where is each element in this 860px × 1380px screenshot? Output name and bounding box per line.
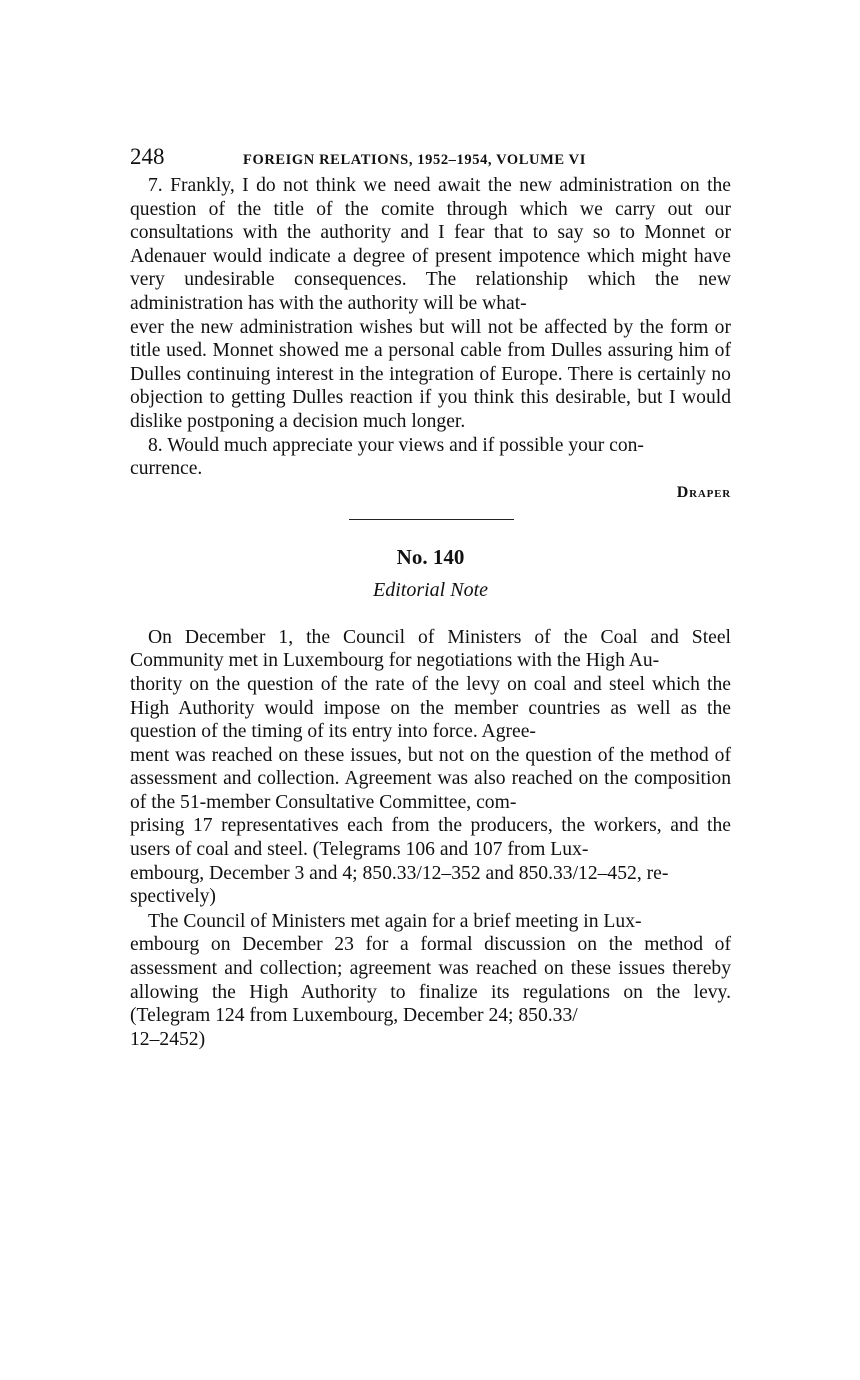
text-line: Europe. There is certainly no objection to getting Dulles reaction if — [130, 363, 731, 409]
editorial-paragraph-2 — [130, 910, 731, 1052]
section-divider — [349, 519, 514, 520]
text-line: much longer. — [362, 410, 466, 432]
text-line: embourg on December 23 for a formal discussion on the method of — [130, 934, 731, 956]
text-line: on the composition of the 51-member Consultative Committee, com- — [130, 768, 732, 813]
paragraph-8 — [130, 434, 731, 481]
text-line: out our consultations with the authority and I fear that to say so to — [130, 198, 731, 244]
text-line: thority on the question of the rate of the levy on coal and steel — [130, 673, 645, 695]
text-line: 8. Would much appreciate your views and if possible your con- — [148, 434, 644, 456]
text-line: assessment and collection; agreement was reached on these issues — [130, 958, 666, 980]
signature-name: Draper — [676, 483, 731, 501]
running-head — [130, 140, 731, 174]
text-line: which the new administration has with the authority will be what- — [130, 269, 731, 314]
signature — [130, 484, 731, 502]
text-line: currence. — [130, 458, 203, 480]
text-line: thereby allowing the High Authority to finalize its regulations on — [130, 958, 731, 1003]
text-line: on the question of the title of the comite through which we carry — [130, 175, 732, 220]
text-line: the levy. (Telegram 124 from Luxembourg, December 24; 850.33/ — [130, 981, 731, 1027]
text-line: which might have very undesirable consequences. The relationship — [130, 245, 731, 291]
paragraph-7 — [130, 174, 731, 434]
document-heading: Editorial Note — [373, 578, 488, 601]
text-line: Monnet or Adenauer would indicate a degree of present impotence — [130, 222, 731, 267]
text-line: On December 1, the Council of Ministers of the Coal and Steel — [148, 626, 731, 648]
text-line: which the High Authority would impose on the member countries — [130, 673, 731, 719]
editorial-paragraph-1 — [130, 626, 731, 909]
document-number: No. 140 — [396, 544, 465, 569]
text-line: The Council of Ministers met again for a brief meeting in Lux- — [148, 910, 642, 932]
text-line: ever the new administration wishes but will not be affected by the — [130, 316, 664, 338]
text-line: assuring him of Dulles continuing interest in the integration of — [130, 340, 731, 385]
text-line: method of assessment and collection. Agreement was also reached — [130, 744, 731, 790]
text-line: prising 17 representatives each from the producers, the workers, — [130, 815, 662, 837]
text-line: you think this desirable, but I would dislike postponing a decision — [130, 387, 731, 432]
text-line: and the users of coal and steel. (Telegrams 106 and 107 from Lux- — [130, 815, 731, 861]
running-title: FOREIGN RELATIONS, 1952–1954, VOLUME VI — [243, 152, 586, 168]
text-line: spectively) — [130, 886, 216, 908]
editorial-note-body — [130, 626, 731, 1052]
text-line: 12–2452) — [130, 1028, 206, 1050]
page-number: 248 — [130, 144, 165, 169]
text-line: as well as the question of the timing of its entry into force. Agree- — [130, 697, 731, 743]
document-page — [130, 140, 731, 1051]
text-line: ment was reached on these issues, but not on the question of the — [130, 744, 644, 766]
text-line: embourg, December 3 and 4; 850.33/12–352 and 850.33/12–452, re- — [130, 862, 669, 884]
text-line: 7. Frankly, I do not think we need await the new administration — [148, 175, 673, 196]
text-line: Community met in Luxembourg for negotiations with the High Au- — [130, 650, 660, 672]
text-line: form or title used. Monnet showed me a personal cable from Dulles — [130, 316, 731, 362]
